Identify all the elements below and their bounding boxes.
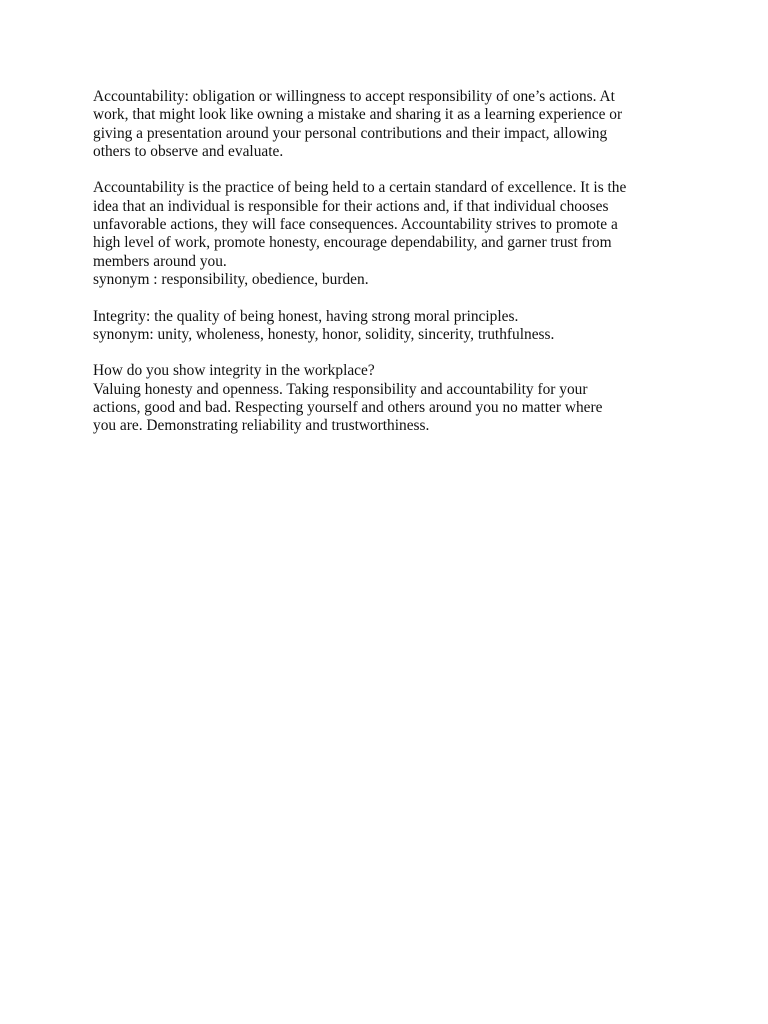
text-line: work, that might look like owning a mistake and sharing it as a learning experience or: [93, 106, 623, 124]
text-line: Accountability: obligation or willingness to accept responsibility of one’s actions. At: [93, 88, 615, 105]
text-line: Accountability is the practice of being held to a certain standard of excellence. It is the: [93, 179, 627, 197]
text-line: Integrity: the quality of being honest, having strong moral principles.: [93, 307, 519, 325]
text-line: actions, good and bad. Respecting yourself and others around you no matter where: [93, 399, 603, 417]
text-line: you are. Demonstrating reliability and trustworthiness.: [93, 417, 430, 435]
text-line: others to observe and evaluate.: [93, 142, 284, 160]
text-line: high level of work, promote honesty, encourage dependability, and garner trust from: [93, 234, 612, 252]
paragraph-accountability-definition: [93, 88, 683, 161]
text-line: giving a presentation around your personal contributions and their impact, allowing: [93, 124, 608, 142]
paragraph-accountability-practice: [93, 179, 683, 289]
text-line: members around you.: [93, 252, 227, 270]
question-line: How do you show integrity in the workplace?: [93, 362, 375, 380]
synonym-line: synonym : responsibility, obedience, burden.: [93, 270, 369, 288]
text-line: idea that an individual is responsible for their actions and, if that individual chooses: [93, 197, 609, 215]
text-line: unfavorable actions, they will face consequences. Accountability strives to promote a: [93, 216, 618, 234]
document-page: [93, 88, 683, 454]
synonym-line: synonym: unity, wholeness, honesty, honor, solidity, sincerity, truthfulness.: [93, 325, 555, 343]
text-line: Valuing honesty and openness. Taking responsibility and accountability for your: [93, 380, 588, 398]
paragraph-integrity-workplace: [93, 362, 683, 435]
paragraph-integrity-definition: [93, 308, 683, 345]
